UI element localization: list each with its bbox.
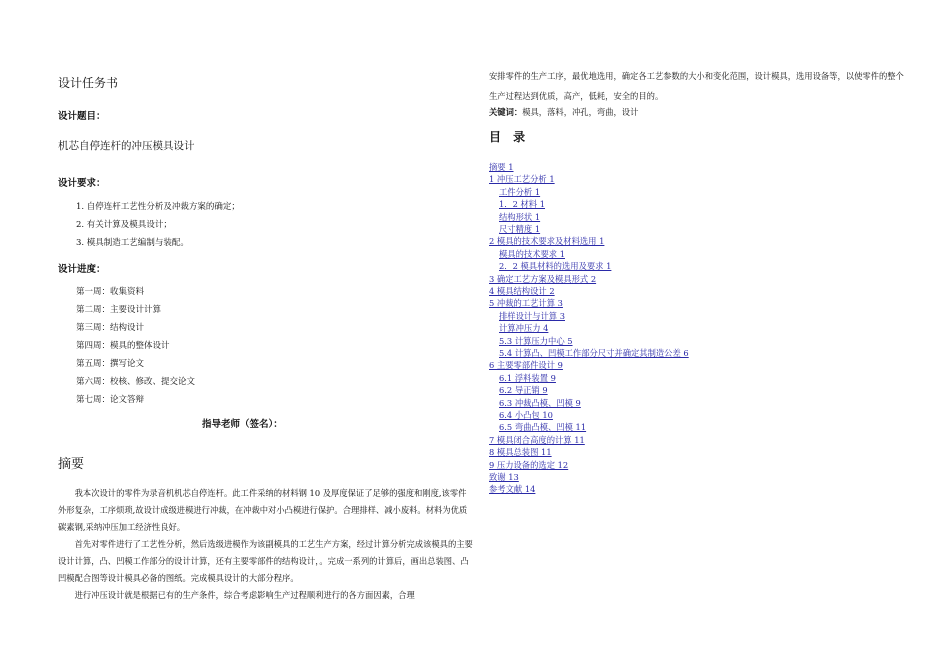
- keywords-line: [489, 106, 638, 118]
- keywords-text: 模具，落料，冲孔，弯曲，设计: [522, 107, 639, 117]
- toc-entry[interactable]: 5 冲裁的工艺计算 3: [489, 298, 563, 309]
- schedule-item: 第六周：校核、修改、提交论文: [76, 377, 196, 387]
- toc-entry[interactable]: 1 冲压工艺分析 1: [489, 174, 555, 185]
- schedule-item: 第三周：结构设计: [76, 323, 145, 333]
- toc-entry[interactable]: 4 模具结构设计 2: [489, 286, 555, 296]
- toc-entry[interactable]: 6.4 小凸包 10: [499, 410, 553, 420]
- toc-entry[interactable]: 5.4 计算凸、凹模工作部分尺寸并确定其制造公差 6: [499, 348, 689, 358]
- toc-entry[interactable]: 6.1 浮料装置 9: [499, 372, 556, 383]
- schedule-item: 第四周：模具的整体设计: [76, 341, 170, 351]
- toc-entry[interactable]: 2．2 模具材料的选用及要求 1: [499, 261, 612, 272]
- toc-entry[interactable]: 排样设计与计算 3: [499, 310, 565, 321]
- schedule-item: 第七周：论文答辩: [76, 395, 145, 405]
- abstract-paragraph: 首先对零件进行了工艺性分析，然后选级进模作为该副模具的工艺生产方案，经过计算分析完成该模具的主要设计计算，凸、凹模工作部分的设计计算，还有主要零部件的结构设计，。完成一系列的计算后，画出总装图、凸凹模配合图等设计模具必备的图纸。完成模具设计的大部分程序。: [58, 539, 473, 583]
- toc-entry[interactable]: 1．2 材料 1: [499, 199, 546, 210]
- design-topic: 机芯自停连杆的冲压模具设计: [58, 140, 195, 152]
- toc-entry[interactable]: 6 主要零部件设计 9: [489, 360, 563, 371]
- schedule-item: 第一周：收集资料: [76, 287, 145, 297]
- teacher-signature: 指导老师（签名）：: [202, 419, 283, 430]
- toc-entry[interactable]: 3 确定工艺方案及模具形式 2: [489, 273, 597, 284]
- toc-title: 目 录: [489, 130, 530, 144]
- schedule-item: 第五周：撰写论文: [76, 359, 145, 369]
- requirement-item: 1. 自停连杆工艺性分析及冲裁方案的确定；: [76, 202, 240, 212]
- abstract-title: 摘要: [58, 457, 85, 472]
- schedule-label: 设计进度：: [58, 264, 106, 275]
- keywords-label: 关键词：: [489, 107, 523, 117]
- requirements-label: 设计要求：: [58, 178, 106, 189]
- toc-entry[interactable]: 8 模具总装图 11: [489, 447, 552, 458]
- toc-entry[interactable]: 模具的技术要求 1: [499, 248, 565, 259]
- toc-entry[interactable]: 6.2 导正销 9: [499, 385, 548, 396]
- toc-entry[interactable]: 5.3 计算压力中心 5: [499, 335, 573, 346]
- toc-entry[interactable]: 7 模具闭合高度的计算 11: [489, 434, 585, 445]
- toc-entry[interactable]: 计算冲压力 4: [499, 323, 549, 334]
- abstract-continuation: 安排零件的生产工序，最优地选用，确定各工艺参数的大小和变化范围，设计模具，选用设备等，以使零件的整个生产过程达到优质，高产，低耗，安全的目的。: [489, 71, 904, 101]
- toc-entry[interactable]: 工件分析 1: [499, 186, 541, 197]
- toc-entry[interactable]: 6.5 弯曲凸模、凹模 11: [499, 422, 587, 433]
- toc-entry[interactable]: 摘要 1: [489, 162, 514, 172]
- requirement-item: 3. 模具制造工艺编制与装配。: [76, 238, 189, 248]
- abstract-paragraph: 进行冲压设计就是根据已有的生产条件，综合考虑影响生产过程顺利进行的各方面因素，合理: [74, 590, 415, 600]
- schedule-item: 第二周：主要设计计算: [76, 305, 162, 315]
- topic-label: 设计题目：: [58, 111, 106, 122]
- toc-entry[interactable]: 致谢 13: [489, 472, 519, 482]
- toc-entry[interactable]: 参考文献 14: [489, 484, 536, 495]
- toc-entry[interactable]: 9 压力设备的选定 12: [489, 459, 569, 470]
- toc-entry[interactable]: 尺寸精度 1: [499, 224, 541, 234]
- toc-entry[interactable]: 2 模具的技术要求及材料选用 1: [489, 236, 605, 247]
- toc-entry[interactable]: 结构形状 1: [499, 211, 541, 222]
- requirement-item: 2. 有关计算及模具设计；: [76, 220, 172, 230]
- toc-entry[interactable]: 6.3 冲裁凸模、凹模 9: [499, 397, 581, 408]
- doc-title: 设计任务书: [58, 76, 119, 90]
- abstract-paragraph: 我本次设计的零件为录音机机芯自停连杆。此工件采纳的材料钢 10 及厚度保证了足够的强度和刚度,该零件外形复杂，工序烦琐,故设计成级进模进行冲裁，在冲裁中对小凸模进行保护。合理排样、减小废料。材料为优质碳素钢,采纳冲压加工经济性良好。: [58, 488, 468, 532]
